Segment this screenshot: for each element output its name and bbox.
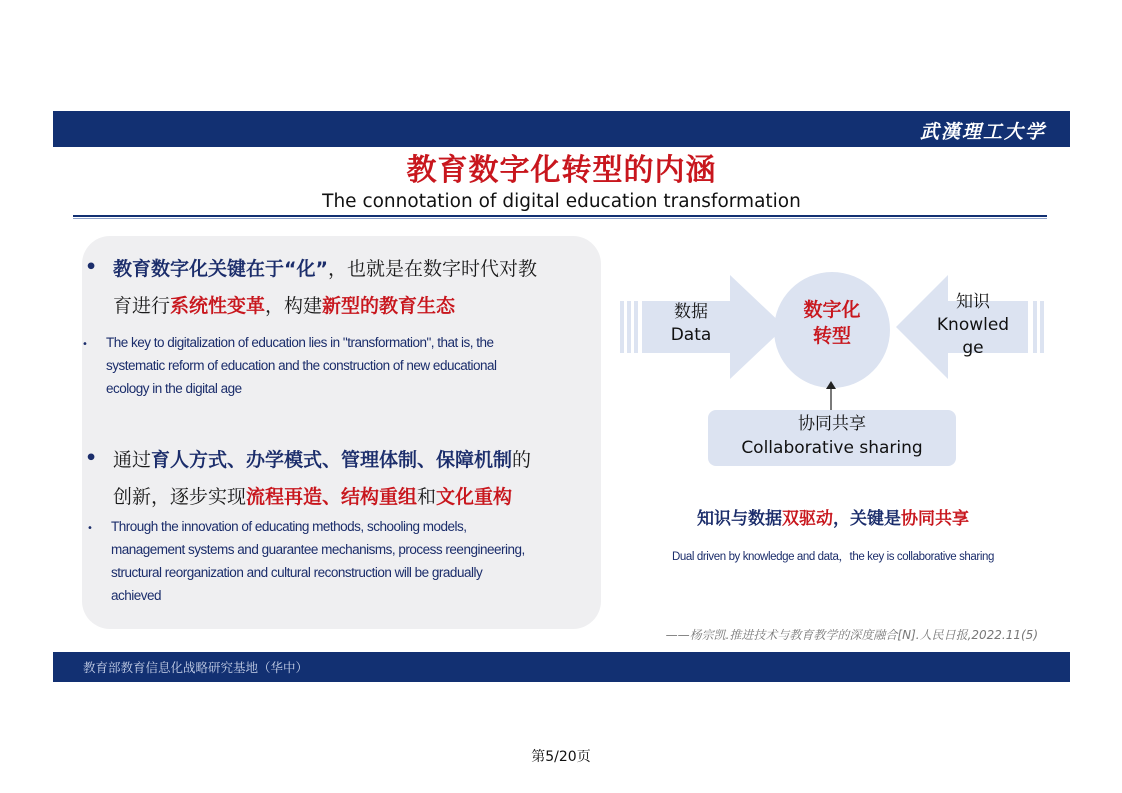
p1-line2 [113,294,455,318]
sub-bullet-1: • [82,339,88,350]
collaborative-en: Collaborative sharing [741,438,923,458]
footer-org: 教育部教育信息化战略研究基地（华中） [83,660,309,675]
p2-en-line1: Through the innovation of educating methods, schooling models, [111,519,467,534]
p1-en-line3: ecology in the digital age [106,381,242,396]
center-label [774,297,890,349]
p1-en-line1: The key to digitalization of education lies in "transformation", that is, the [106,335,494,350]
p1-line2-a: 育进行 [113,295,171,317]
knowledge-label [923,291,1023,360]
p2-line2 [113,485,512,509]
citation: ——杨宗凯.推进技术与教育教学的深度融合[N].人民日报,2022.11(5) [665,628,1038,642]
university-logo: 武漢理工大学 [919,121,1046,143]
p2-line2-b: 流程再造、结构重组 [246,486,418,508]
p2-line2-d: 文化重构 [436,486,513,508]
title-en: The connotation of digital education transformation [322,191,801,212]
center-label-line2: 转型 [812,325,851,347]
title-divider [73,215,1047,217]
data-label [651,301,731,347]
up-arrow-icon [823,381,839,413]
dual-cn-d: 协同共享 [901,509,969,529]
p1-line2-b: 系统性变革 [170,295,266,317]
p2-line2-a: 创新，逐步实现 [113,486,247,508]
p1-en [106,331,497,400]
bottom-band [53,652,1070,682]
collaborative-cn: 协同共享 [798,414,866,434]
center-label-line1: 数字化 [803,299,861,321]
dual-driven-en: Dual driven by knowledge and data，the key is collaborative sharing [672,551,994,563]
p2-line1 [113,448,531,472]
p1-line2-d: 新型的教育生态 [322,295,456,317]
bullet-1: • [85,256,98,278]
page-number: 第5/20页 [531,749,591,765]
top-band [53,111,1070,147]
sub-bullet-2: • [87,523,93,534]
slide [53,111,1070,682]
p2-line2-c: 和 [417,486,437,508]
knowledge-label-en-2: ge [962,338,984,358]
p2-en [111,515,525,607]
p1-line1-a: 教育数字化关键在于“化” [113,258,328,280]
dual-cn-c: ，关键是 [833,509,901,529]
data-label-cn: 数据 [674,302,708,322]
knowledge-label-en-1: Knowled [936,315,1010,335]
p2-en-line2: management systems and guarantee mechanisms, process reengineering, [111,542,525,557]
bullet-2: • [85,447,98,469]
p1-line1-b: ，也就是在数字时代对教 [327,258,537,280]
p1-en-line2: systematic reform of education and the construction of new educational [106,358,497,373]
collaborative-label [708,412,956,460]
title-divider-thin [73,218,1047,219]
p2-line1-c: 的 [512,449,532,471]
p1-line1 [113,257,537,281]
knowledge-label-cn: 知识 [956,292,990,312]
p2-en-line4: achieved [111,588,162,603]
data-label-en: Data [670,325,712,345]
p2-en-line3: structural reorganization and cultural reconstruction will be gradually [111,565,483,580]
p1-line2-c: ，构建 [265,295,323,317]
p2-line1-b: 育人方式、办学模式、管理体制、保障机制 [151,449,513,471]
dual-cn-b: 双驱动 [782,509,833,529]
p2-line1-a: 通过 [113,449,152,471]
title-cn: 教育数字化转型的内涵 [406,153,717,188]
dual-cn-a: 知识与数据 [697,509,782,529]
dual-driven-cn [613,504,1053,529]
